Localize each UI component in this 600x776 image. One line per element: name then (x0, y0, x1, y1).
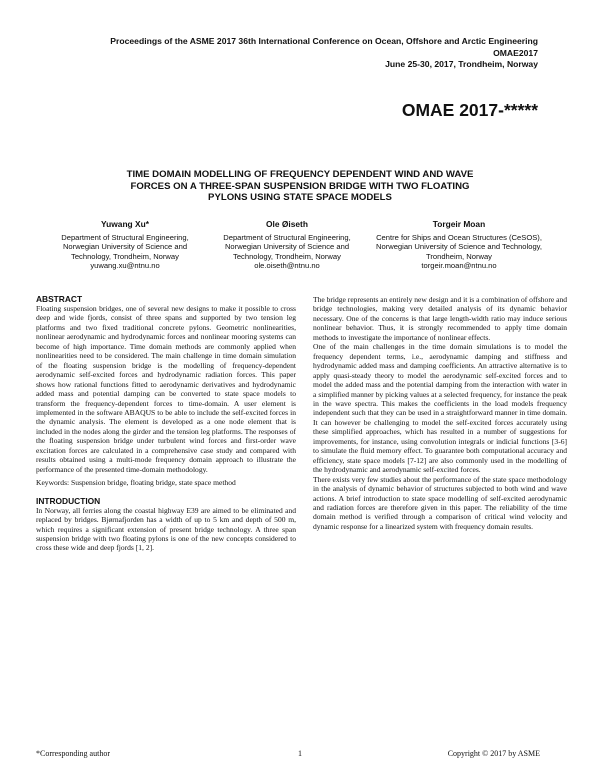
paper-title (80, 169, 520, 204)
abstract-text: Floating suspension bridges, one of several new designs to make it possible to cross deep and wide fjords, consist of three spans and supported by two tension leg platforms and two fixed traditional concrete pylons. Geometric nonlinearities, nonlinear aerodynamic and hydrodynamic forces and nonlinear mooring systems can become of high importance. Time domain methods are commonly applied when nonlinearities need to be considered. The main challenge in time domain simulation of the floating suspension bridge is the modelling of frequency-dependent aerodynamic self-excited forces and hydrodynamic radiation forces. This paper shows how rational functions fitted to aerodynamic derivatives and hydrodynamic added mass and potential damping can be converted to state space models to transform the frequency-dependent forces to time-domain. A user element is implemented in the software ABAQUS to be able to include the self-excited forces in the dynamic analysis. The element is developed as a one node element that is included in the nodes along the girder and the tension leg platforms. The responses of the floating suspension bridge under turbulent wind forces and first-order wave excitation forces are calculated in a comprehensive case study and compared with results obtained using a multi-mode frequency domain approach to illustrate the performance of the presented time-domain methodology. (36, 304, 296, 474)
author-email: ole.oiseth@ntnu.no (254, 261, 320, 270)
abstract-heading: ABSTRACT (36, 294, 83, 304)
title-line-2: FORCES ON A THREE-SPAN SUSPENSION BRIDGE WITH TWO FLOATING (130, 180, 470, 192)
author-name: Ole Øiseth (266, 219, 308, 229)
copyright: Copyright © 2017 by ASME (447, 749, 540, 758)
author-block-3 (352, 220, 566, 271)
introduction-heading: INTRODUCTION (36, 495, 101, 506)
author-affiliation: Norwegian University of Science and Technology, (375, 242, 543, 251)
author-affiliation: Trondheim, Norway (426, 251, 492, 261)
author-affiliation: Norwegian University of Science and (62, 242, 188, 251)
proceedings-line-3: June 25-30, 2017, Trondheim, Norway (385, 59, 538, 69)
proceedings-line-1: Proceedings of the ASME 2017 36th International Conference on Ocean, Offshore and Arctic Engineering (110, 36, 538, 46)
keywords: Keywords: Suspension bridge, floating bridge, state space method (36, 478, 236, 488)
author-affiliation: Department of Structural Engineering, (223, 232, 351, 242)
author-block-1 (36, 220, 214, 271)
title-line-3: PYLONS USING STATE SPACE MODELS (208, 192, 392, 204)
introduction-paragraph-2: The bridge represents an entirely new design and it is a combination of offshore and bridge technologies, making very detailed analysis of its dynamic behavior necessary. One of the concerns is that large length-width ratio may induce serious nonlinear behavior. Thus, it is strongly recommended to apply time domain methods to investigate the importance of nonlinear effects. (313, 295, 567, 342)
author-name: Torgeir Moan (432, 219, 486, 229)
author-affiliation: Technology, Trondheim, Norway (233, 251, 341, 261)
introduction-paragraph-3: One of the main challenges in the time domain simulations is to model the frequency dependent terms, i.e., aerodynamic damping and stiffness and hydrodynamic added mass and damping coefficients. An attractive alternative is to apply quasi-steady theory to model the aerodynamic self-excited forces and to model the added mass and the potential damping from the interaction with water in a simplified manner by picking values at a selected frequency, for instance the peak in the wave spectra. This makes the coefficients in the load models frequency independent such that they can be used in a straightforward manner in time domain. It can however be challenging to model the self-excited forces accurately using these simplified approaches, which has resulted in a number of suggestions for improvements, for instance, using convolution integrals or indicial functions [3-6] to simulate the fluid memory effect. To guarantee both computational accuracy and efficiency, state space models [7-12] are also commonly used in the modelling of the hydrodynamic and aerodynamic self-excited forces. (313, 342, 567, 475)
author-affiliation: Technology, Trondheim, Norway (71, 251, 179, 261)
corresponding-author-note: *Corresponding author (36, 749, 110, 758)
author-name: Yuwang Xu* (101, 219, 149, 229)
author-email: yuwang.xu@ntnu.no (90, 261, 160, 270)
author-affiliation: Centre for Ships and Ocean Structures (CeSOS), (376, 232, 542, 242)
paper-number: OMAE 2017-***** (401, 100, 538, 120)
proceedings-header (110, 36, 538, 71)
author-affiliation: Norwegian University of Science and (224, 242, 350, 251)
right-column (313, 295, 567, 531)
author-block-2 (198, 220, 376, 271)
left-column (36, 294, 296, 553)
introduction-paragraph-1: In Norway, all ferries along the coastal highway E39 are aimed to be eliminated and replaced by bridges. Bjørnafjorden has a width of up to 5 km and depth of 500 m, which requires a significant extension of present bridge technology. A three span suspension bridge with two floating pylons is one of the new concepts considered to cross these wide and deep fjords [1, 2]. (36, 505, 296, 553)
author-email: torgeir.moan@ntnu.no (421, 261, 497, 270)
page-number: 1 (298, 749, 302, 758)
introduction-paragraph-4: There exists very few studies about the performance of the state space methodology in the analysis of dynamic behavior of structures subjected to both wind and wave actions. A brief introduction to state space modelling of self-excited aerodynamic and radiation forces are therefore given in this paper. The reliability of the time domain method is verified through a comparison of critical wind velocity and dynamic response for a linearized system with frequency domain results. (313, 474, 567, 531)
author-affiliation: Department of Structural Engineering, (61, 232, 189, 242)
title-line-1: TIME DOMAIN MODELLING OF FREQUENCY DEPENDENT WIND AND WAVE (126, 169, 474, 180)
proceedings-line-2: OMAE2017 (493, 47, 538, 58)
